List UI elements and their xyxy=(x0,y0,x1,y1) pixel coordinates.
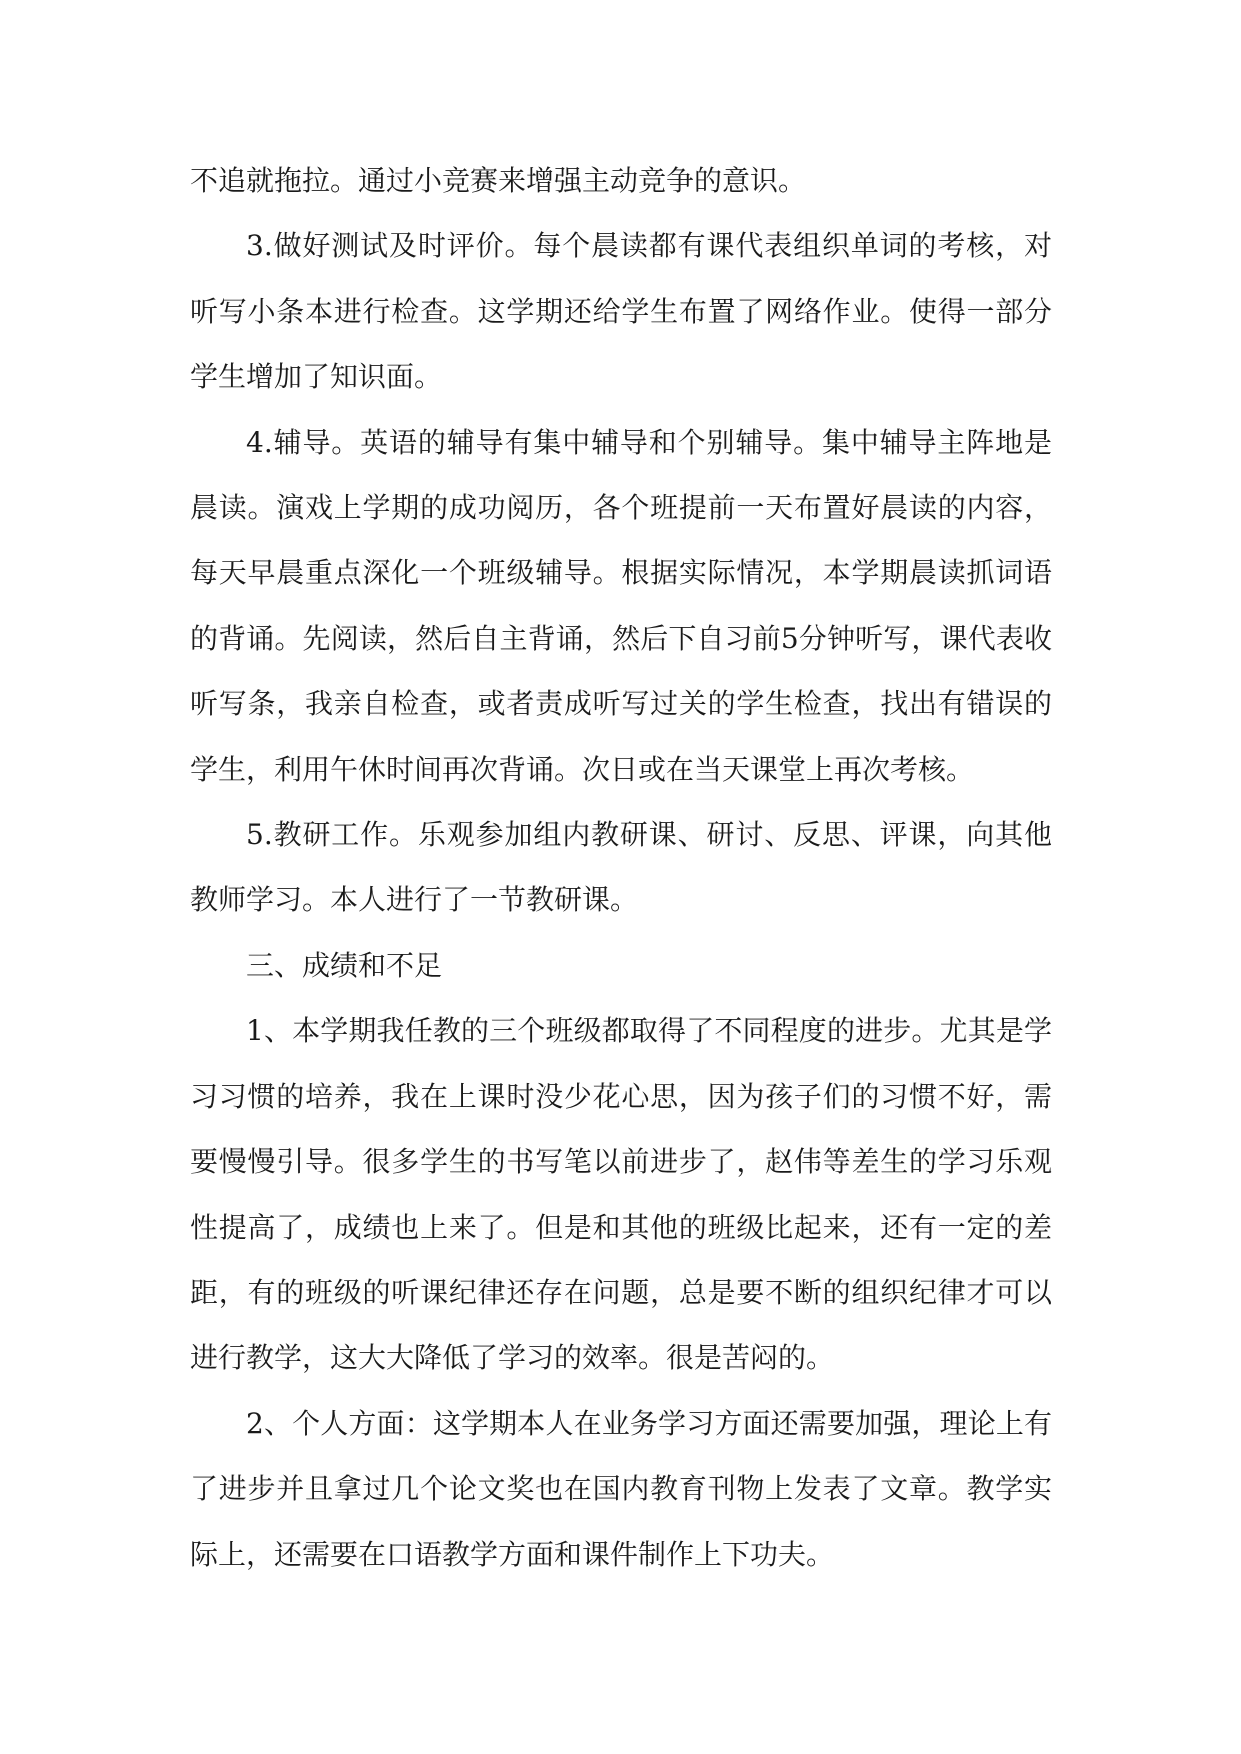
document-body xyxy=(190,148,1052,1587)
paragraph-section3-item-2: 2、个人方面：这学期本人在业务学习方面还需要加强，理论上有了进步并且拿过几个论文奖也在国内教育刊物上发表了文章。教学实际上，还需要在口语教学方面和课件制作上下功夫。 xyxy=(190,1406,1052,1571)
paragraph-item-4: 4.辅导。英语的辅导有集中辅导和个别辅导。集中辅导主阵地是晨读。演戏上学期的成功阅历，各个班提前一天布置好晨读的内容，每天早晨重点深化一个班级辅导。根据实际情况，本学期晨读抓词语的背诵。先阅读，然后自主背诵，然后下自习前5分钟听写，课代表收听写条，我亲自检查，或者责成听写过关的学生检查，找出有错误的学生，利用午休时间再次背诵。次日或在当天课堂上再次考核。 xyxy=(190,425,1052,786)
paragraph-continued: 不追就拖拉。通过小竞赛来增强主动竞争的意识。 xyxy=(190,164,807,197)
paragraph-item-5: 5.教研工作。乐观参加组内教研课、研讨、反思、评课，向其他教师学习。本人进行了一节教研课。 xyxy=(190,818,1052,917)
paragraph-item-3: 3.做好测试及时评价。每个晨读都有课代表组织单词的考核，对听写小条本进行检查。这学期还给学生布置了网络作业。使得一部分学生增加了知识面。 xyxy=(190,229,1052,394)
paragraph-section3-item-1: 1、本学期我任教的三个班级都取得了不同程度的进步。尤其是学习习惯的培养，我在上课时没少花心思，因为孩子们的习惯不好，需要慢慢引导。很多学生的书写笔以前进步了，赵伟等差生的学习乐观性提高了，成绩也上来了。但是和其他的班级比起来，还有一定的差距，有的班级的听课纪律还存在问题，总是要不断的组织纪律才可以进行教学，这大大降低了学习的效率。很是苦闷的。 xyxy=(190,1014,1052,1375)
section-heading: 三、成绩和不足 xyxy=(246,948,443,982)
